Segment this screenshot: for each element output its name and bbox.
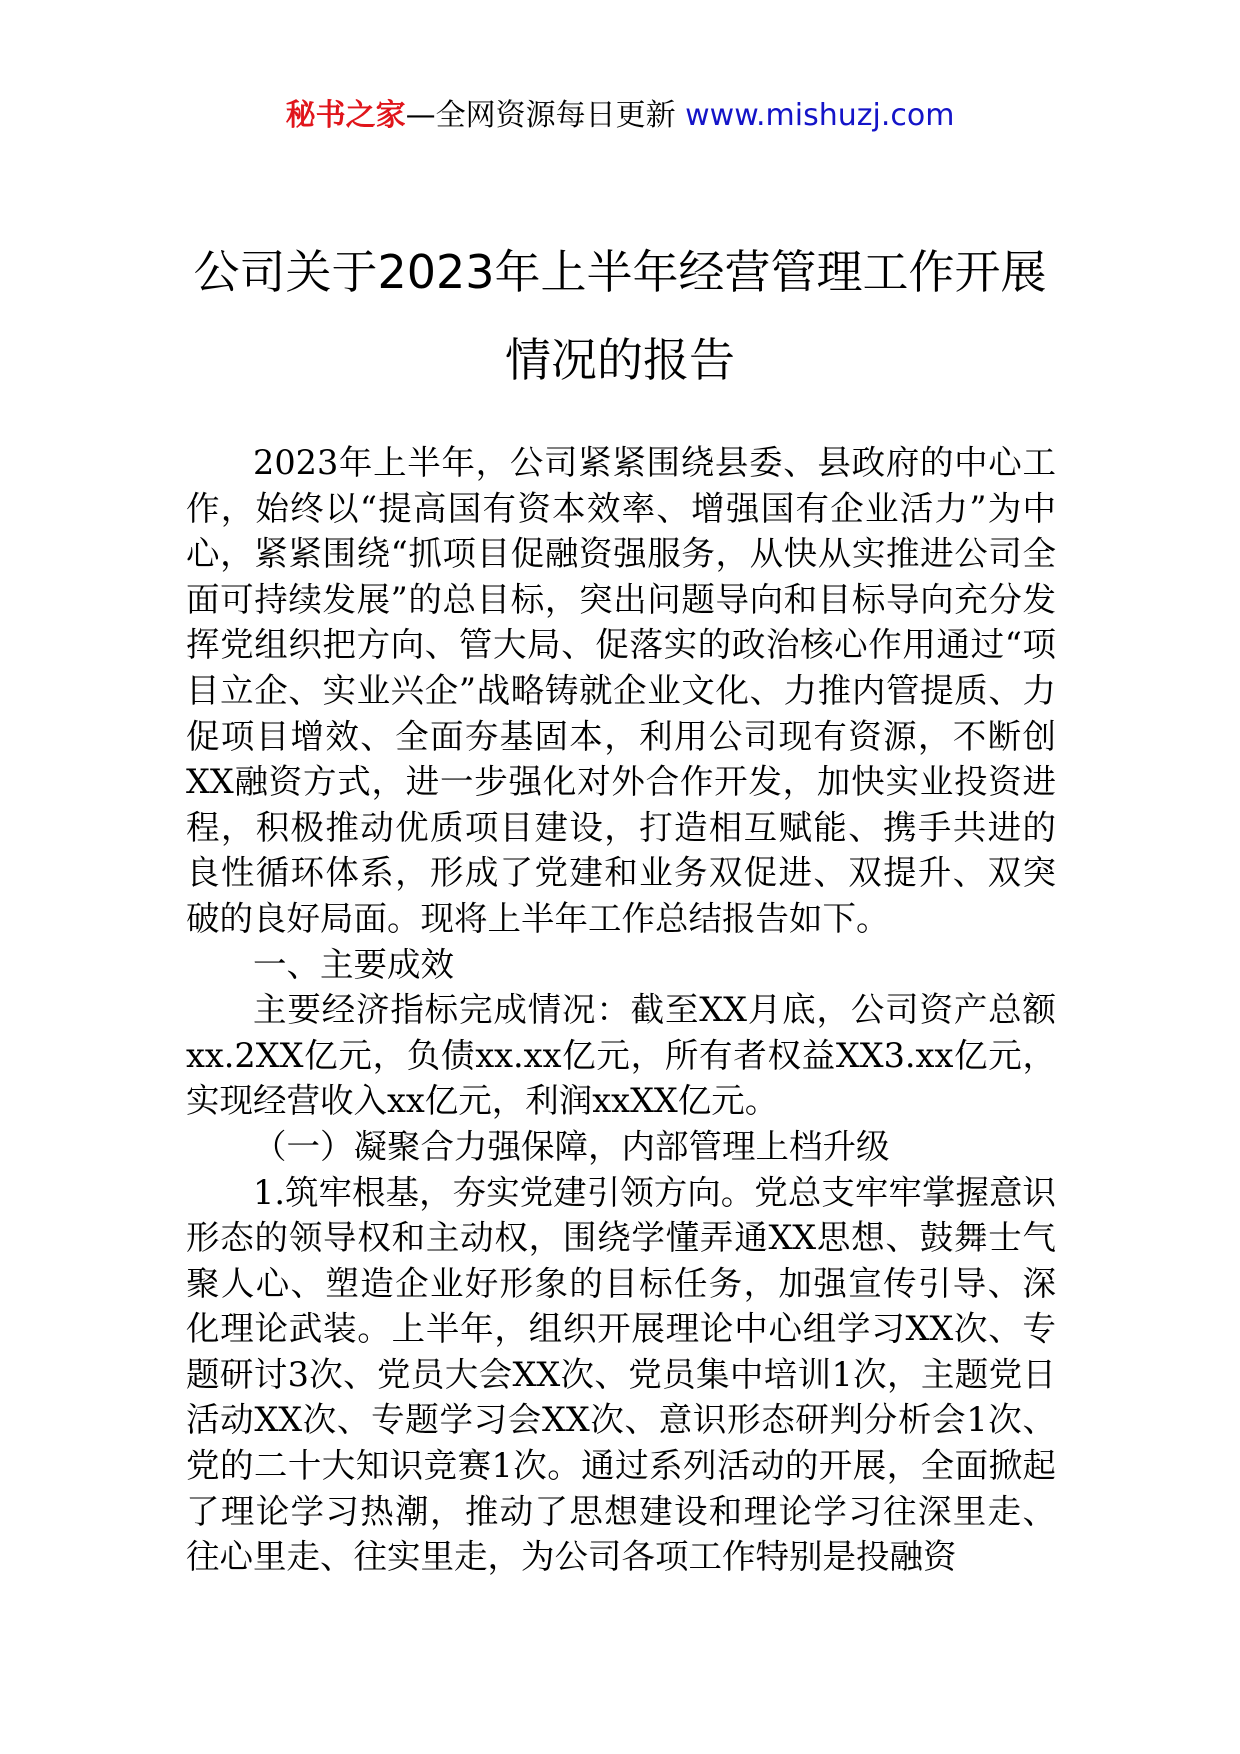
document-title-line-2: 情况的报告 [505,333,735,387]
economic-indicators-paragraph: 主要经济指标完成情况：截至XX月底，公司资产总额xx.2XX亿元，负债xx.xx亿元，所有者权益XX3.xx亿元，实现经营收入xx亿元，利润xxXX亿元。 [186,990,1056,1121]
document-title-line-1: 公司关于2023年上半年经营管理工作开展 [193,245,1047,299]
site-brand: 秘书之家 [285,98,406,133]
site-header [0,96,1240,136]
subsection-heading-internal-management: （一）凝聚合力强保障，内部管理上档升级 [253,1126,890,1166]
document-title [150,228,1090,404]
site-url-link[interactable]: www.mishuzj.com [685,98,955,133]
party-building-paragraph: 1.筑牢根基，夯实党建引领方向。党总支牢牢掌握意识形态的领导权和主动权，围绕学懂弄通XX思想、鼓舞士气聚人心、塑造企业好形象的目标任务，加强宣传引导、深化理论武装。上半年，组织开展理论中心组学习XX次、专题研讨3次、党员大会XX次、党员集中培训1次，主题党日活动XX次、专题学习会XX次、意识形态研判分析会1次、党的二十大知识竞赛1次。通过系列活动的开展，全面掀起了理论学习热潮，推动了思想建设和理论学习往深里走、往心里走、往实里走，为公司各项工作特别是投融资 [186,1172,1056,1577]
section-heading-main-results: 一、主要成效 [253,944,454,984]
site-tagline: —全网资源每日更新 [405,98,676,133]
intro-paragraph: 2023年上半年，公司紧紧围绕县委、县政府的中心工作，始终以“提高国有资本效率、增强国有企业活力”为中心，紧紧围绕“抓项目促融资强服务，从快从实推进公司全面可持续发展”的总目标，突出问题导向和目标导向充分发挥党组织把方向、管大局、促落实的政治核心作用通过“项目立企、实业兴企”战略铸就企业文化、力推内管提质、力促项目增效、全面夯基固本，利用公司现有资源，不断创XX融资方式，进一步强化对外合作开发，加快实业投资进程，积极推动优质项目建设，打造相互赋能、携手共进的良性循环体系，形成了党建和业务双促进、双提升、双突破的良好局面。现将上半年工作总结报告如下。 [186,443,1056,938]
document-body [186,440,1056,1580]
